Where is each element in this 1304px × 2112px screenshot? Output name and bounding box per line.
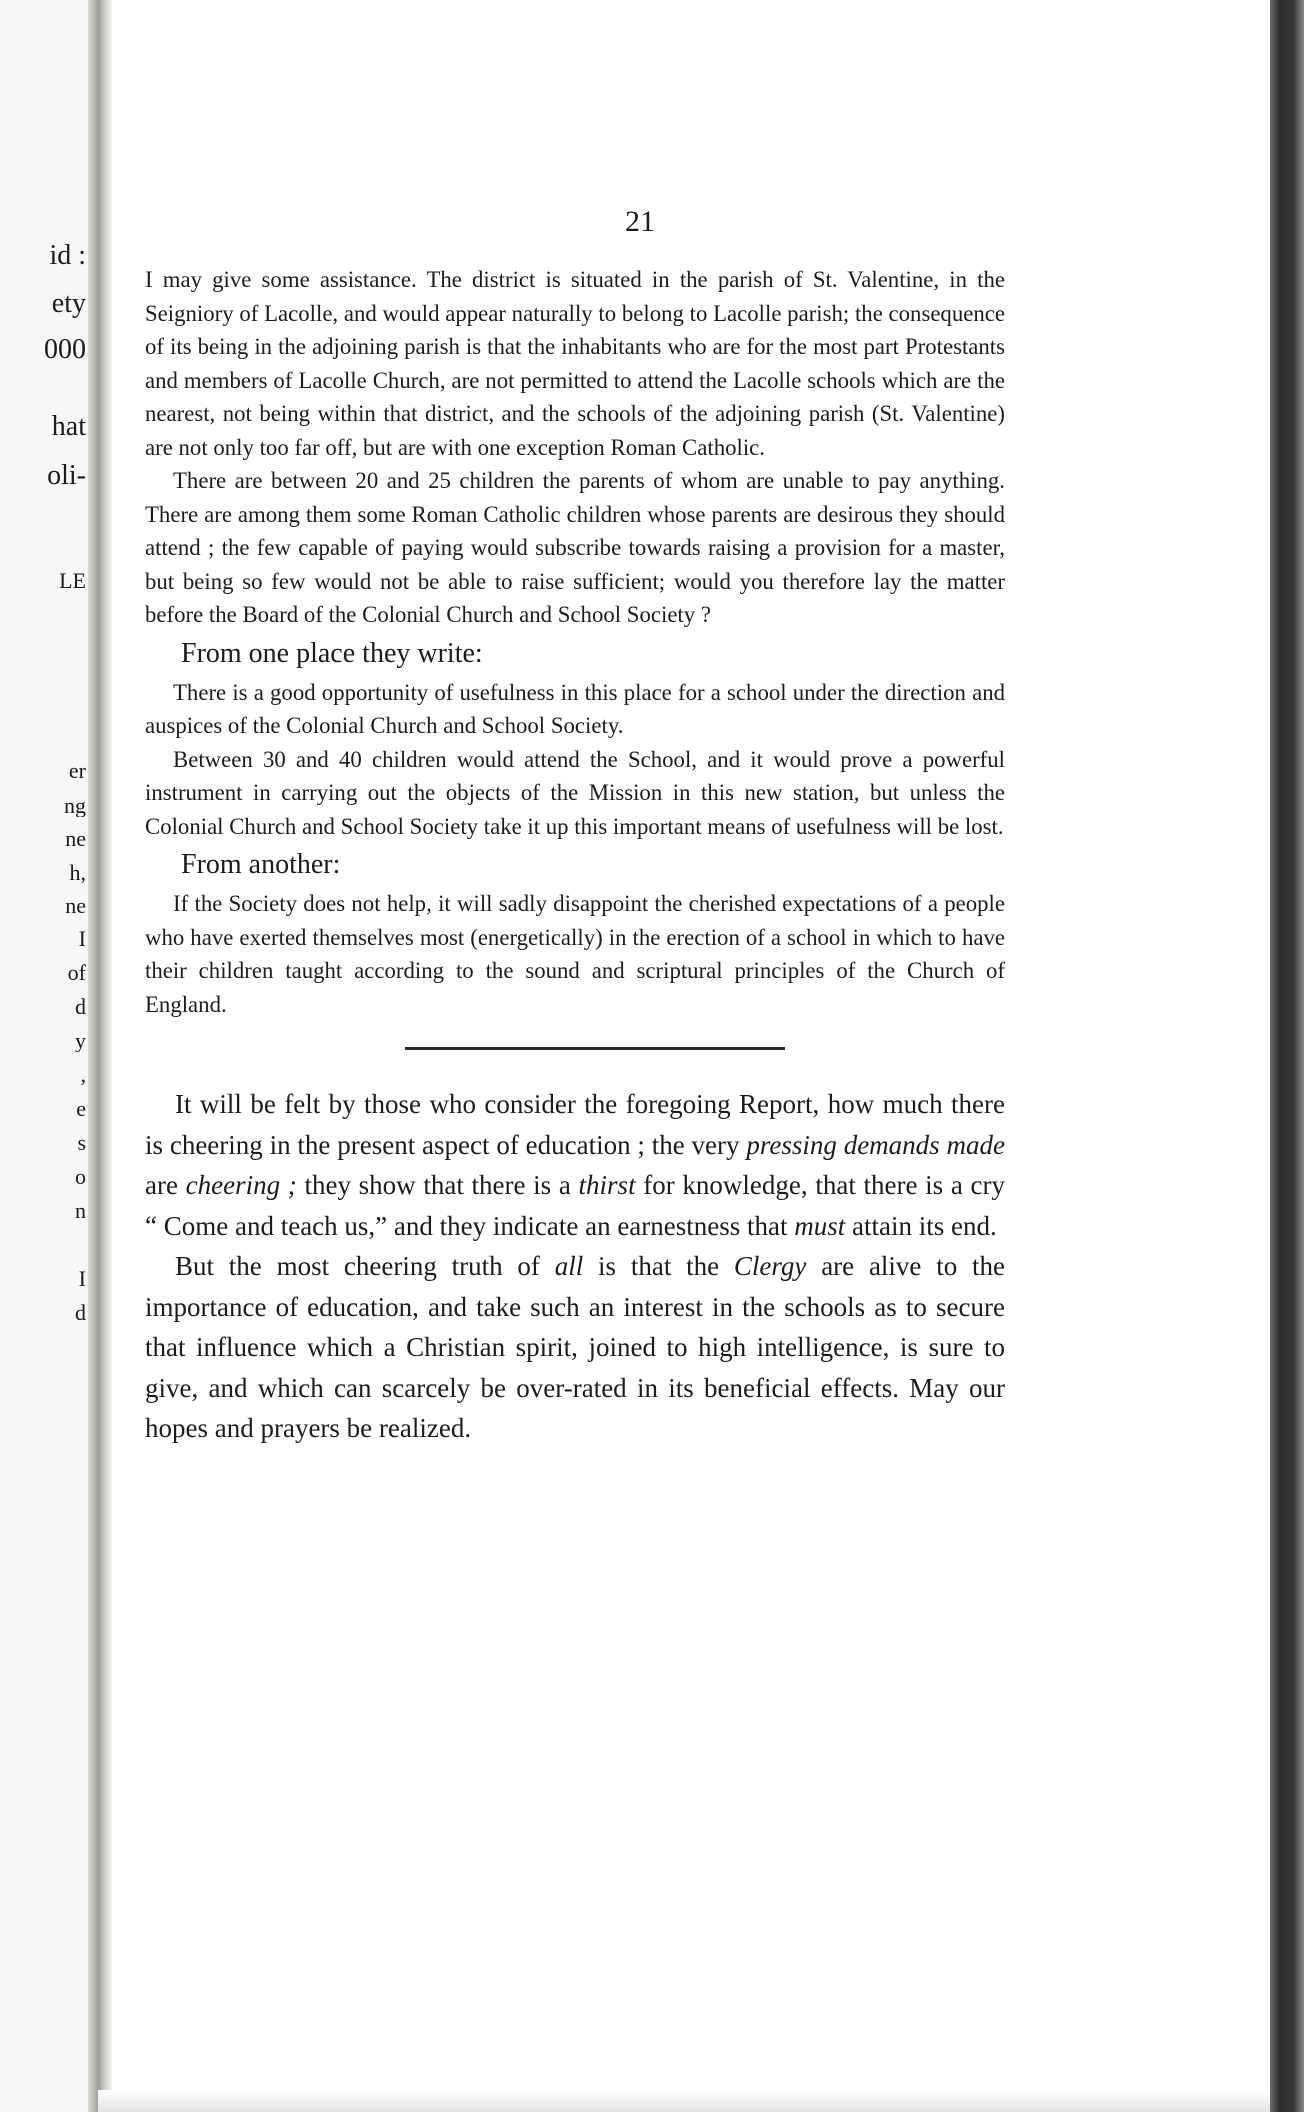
left-page-fragment: y xyxy=(75,1030,86,1052)
text-run: attain its end. xyxy=(845,1210,997,1241)
letter-paragraph: Between 30 and 40 children would attend the School, and it would prove a powerful instrument in carrying out the objects of the Mission in this new station, but unless the Colonial Church and School Society take it up this important means of usefulness will be lost. xyxy=(145,746,1005,839)
closing-paragraph xyxy=(145,1084,1005,1246)
emphasis: all xyxy=(554,1251,584,1281)
text-run: It will be felt by those who consider the foregoing Report, how much there is cheering in the present aspect of education ; the very xyxy=(145,1089,1005,1160)
left-page-fragment: h, xyxy=(69,862,86,884)
left-page-fragment: ne xyxy=(65,895,86,917)
section-divider-rule xyxy=(405,1047,785,1050)
left-page-fragment: e xyxy=(76,1098,86,1120)
left-page-fragment: ne xyxy=(65,828,86,850)
letter-paragraph: There are between 20 and 25 children the parents of whom are unable to pay anything. There are among them some Roman Catholic children whose parents are desirous they should attend ; the few capable of paying would subscribe towards raising a provision for a master, but being so few would not be able to raise sufficient; would you therefore lay the matter before the Board of the Colonial Church and School Society ? xyxy=(145,468,1005,627)
left-page-fragment: LE xyxy=(59,570,86,592)
quoted-letter-two xyxy=(145,676,1005,844)
left-page-fragment: o xyxy=(75,1166,86,1188)
emphasis: cheering ; xyxy=(185,1170,297,1200)
left-page-fragment: n xyxy=(75,1200,86,1222)
left-page-fragment: , xyxy=(80,1064,86,1086)
left-page-fragment: d xyxy=(75,996,86,1018)
left-page-fragment: d xyxy=(75,1302,86,1324)
left-page-fragment: s xyxy=(77,1132,86,1154)
page-number: 21 xyxy=(625,205,655,238)
letter-paragraph: I may give some assistance. The district is situated in the parish of St. Valentine, in the Seigniory of Lacolle, and would appear naturally to belong to Lacolle parish; the consequence of its being in the adjoining parish is that the inhabitants who are for the most part Protestants and members of Lacolle Church, are not permitted to attend the Lacolle schools which are the nearest, not being within that district, and the schools of the adjoining parish (St. Valentine) are not only too far off, but are with one exception Roman Catholic. xyxy=(145,267,1005,460)
page-bottom-shadow xyxy=(98,2090,1270,2112)
left-page-fragment: ety xyxy=(51,290,86,318)
left-page-fragment: hat xyxy=(51,413,86,441)
text-run: is that the xyxy=(583,1251,734,1281)
left-page-fragment: I xyxy=(78,1268,86,1290)
letter-paragraph: If the Society does not help, it will sadly disappoint the cherished expectations of a people who have exerted themselves most (energetically) in the erection of a school in which to have their children taught according to the sound and scriptural principles of the Church of England. xyxy=(145,891,1005,1017)
left-page-fragment: 000 xyxy=(44,336,86,364)
left-page-fragment: oli- xyxy=(47,462,86,490)
quoted-letter-one xyxy=(145,263,1005,632)
lead-in-heading: From one place they write: xyxy=(181,637,483,669)
letter-paragraph: There is a good opportunity of usefulness in this place for a school under the direction and auspices of the Colonial Church and School Society. xyxy=(145,679,1005,738)
left-page-fragment: id : xyxy=(49,242,86,270)
left-page-fragment: ng xyxy=(64,795,86,817)
quoted-letter-three xyxy=(145,887,1005,1021)
text-run: for knowledge, that there is a cry “ Come and teach us,” and they indicate an earnestness that xyxy=(145,1170,1005,1241)
emphasis: pressing demands made xyxy=(746,1129,1005,1160)
text-run: are alive to the importance of education, and take such an interest in the schools as to secure that influence which a Christian spirit, joined to high intelligence, is sure to give, and which can scarcely be over-rated in its beneficial effects. May our hopes and prayers be realized. xyxy=(145,1251,1005,1443)
scan-right-edge xyxy=(1270,0,1304,2112)
closing-remarks xyxy=(145,1084,1005,1449)
book-gutter xyxy=(88,0,112,2112)
text-run: are xyxy=(145,1170,186,1200)
lead-in-heading: From another: xyxy=(181,849,341,880)
right-page xyxy=(145,205,1005,1449)
text-run: But the most cheering truth of xyxy=(175,1251,555,1281)
left-page-edge xyxy=(0,0,98,2112)
emphasis: must xyxy=(794,1210,846,1241)
emphasis: Clergy xyxy=(733,1251,807,1281)
left-page-fragment: of xyxy=(67,962,86,984)
left-page-fragment: er xyxy=(68,760,86,782)
left-page-fragment: I xyxy=(78,928,86,950)
closing-paragraph xyxy=(145,1246,1005,1449)
text-run: they show that there is a xyxy=(296,1170,579,1200)
emphasis: thirst xyxy=(578,1170,636,1200)
